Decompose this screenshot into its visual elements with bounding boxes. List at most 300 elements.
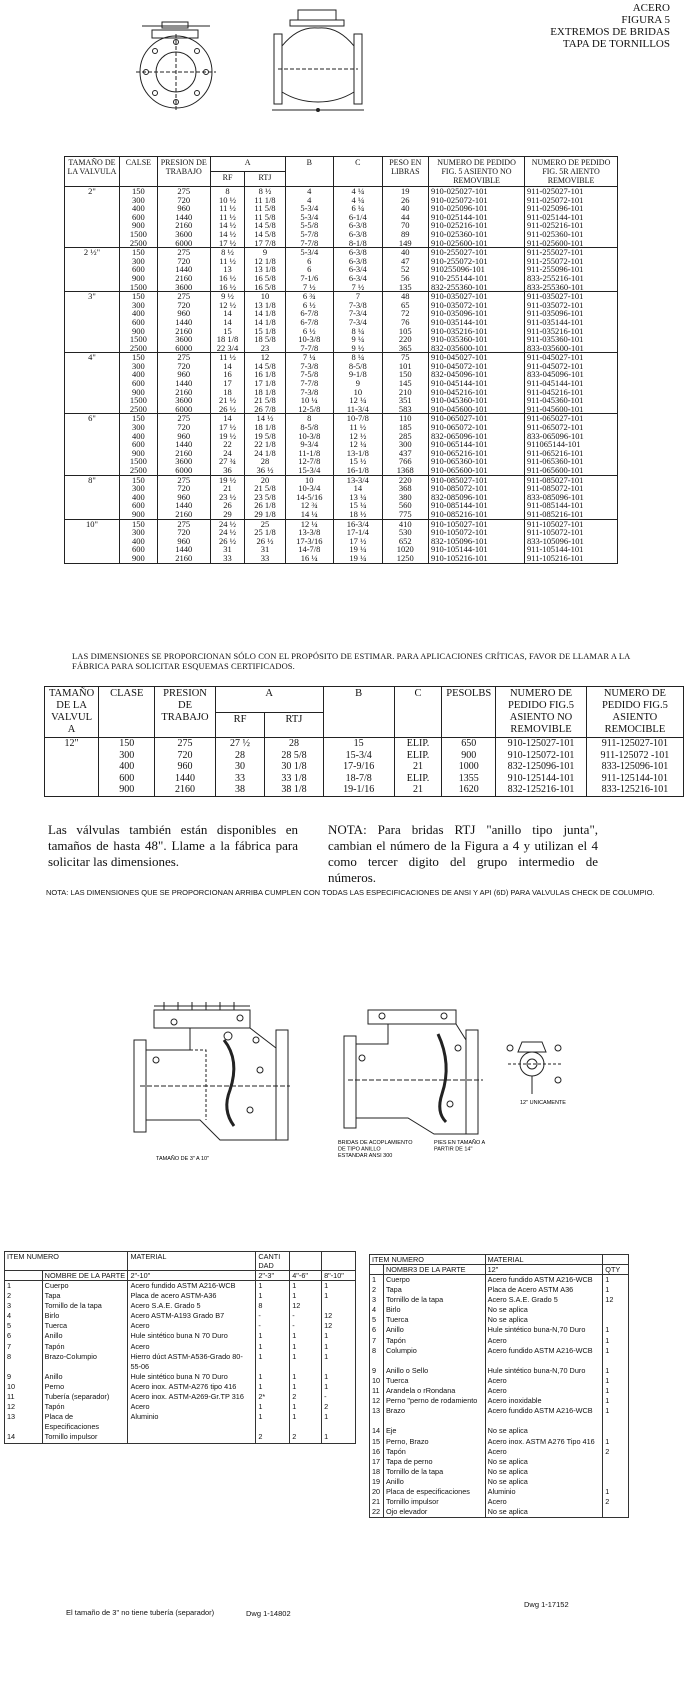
list-value: Tapa de perno: [385, 1456, 433, 1466]
rtj-value: 14 1/8: [254, 308, 276, 319]
rf-value: 14 ½: [219, 220, 237, 231]
list-value: [292, 1422, 319, 1432]
pt2-item-numbers: [370, 1275, 384, 1518]
b-value: 5-7/8: [300, 228, 319, 239]
rtj-value: 28: [260, 456, 270, 467]
c-cell: [334, 519, 383, 563]
caption-line: BRIDAS DE ACOPLAMIENTO: [338, 1140, 413, 1146]
ped1-value: 832-255360-101: [431, 281, 488, 292]
list-value: 1: [324, 1281, 329, 1290]
t2-ped2-cell: 911-125072 -101: [586, 750, 683, 762]
ped2-value: 911-035096-101: [527, 308, 584, 319]
rf-cell: [210, 248, 245, 292]
list-value: 14: [372, 1426, 381, 1436]
rtj-value: 26 ½: [256, 535, 274, 546]
list-value: Hule sintético buna N 70 Duro: [130, 1371, 228, 1381]
header-material: ACERO: [632, 2, 670, 14]
b-cell: [285, 248, 334, 292]
list-value: 1: [292, 1381, 297, 1391]
col-header-pressure: PRESION DE TRABAJO: [157, 157, 210, 187]
col-header-class: CALSE: [119, 157, 157, 187]
clase-cell: [119, 292, 157, 353]
ped1-value: 832-085096-101: [431, 491, 488, 502]
clase-value: 600: [131, 500, 145, 511]
peso-value: 210: [398, 386, 412, 397]
c-value: 10-7/8: [346, 413, 369, 424]
list-value: 1: [324, 1432, 329, 1442]
b-value: 11-1/8: [298, 447, 321, 458]
c-value: 6-3/4: [348, 264, 367, 275]
rtj-value: 14 5/8: [254, 360, 276, 371]
header-figure: FIGURA 5: [621, 14, 670, 26]
rf-value: 24: [223, 447, 232, 458]
list-value: Placa de acero ASTM-A36: [130, 1291, 217, 1301]
clase-value: 2500: [129, 465, 147, 475]
clase-value: 150: [131, 518, 145, 529]
presion-value: 275: [177, 291, 191, 302]
b-value: 5-3/4: [300, 247, 319, 258]
ped1-value: 910-065072-101: [431, 422, 488, 433]
pt1-qty-8-10: [322, 1281, 356, 1444]
list-value: 1: [258, 1281, 263, 1290]
size-group-row: [65, 414, 618, 475]
ped2-value: 911-025216-101: [527, 220, 584, 231]
list-value: 11: [372, 1386, 380, 1396]
clase-value: 400: [131, 491, 145, 502]
clase-value: 400: [131, 369, 145, 380]
rf-value: 36: [223, 465, 232, 475]
ped2-value: 911-065360-101: [527, 456, 584, 467]
list-value: Columpio: [385, 1345, 417, 1355]
ped1-value: 910-085027-101: [431, 474, 488, 485]
list-value: 7: [372, 1335, 377, 1345]
clase-value: 150: [131, 352, 145, 363]
t2-ped1-cell: 832-125096-101: [496, 761, 587, 773]
c-value: 7-3/4: [348, 316, 367, 327]
list-value: Perno "perno de rodamiento: [385, 1396, 478, 1406]
col-header-weight: PESO EN LIBRAS: [382, 157, 428, 187]
list-value: Anillo: [385, 1325, 404, 1335]
b-value: 6-7/8: [300, 316, 319, 327]
rf-value: 26 ½: [219, 535, 237, 546]
presion-value: 2160: [175, 447, 193, 458]
list-value: 1: [605, 1275, 610, 1284]
ped2-value: 911-105144-101: [527, 544, 584, 555]
ped1-value: 832-065096-101: [431, 430, 488, 441]
c-value: 9 ½: [351, 342, 365, 353]
clase-value: 300: [131, 483, 145, 494]
list-value: 1: [292, 1371, 297, 1381]
list-value: Anillo o Sello: [385, 1365, 429, 1375]
list-value: Hule sintético buna-N,70 Duro: [487, 1325, 586, 1335]
list-value: 1: [258, 1351, 263, 1361]
peso-cell: [382, 353, 428, 414]
t2-header-a: A: [215, 687, 323, 713]
list-value: Tapón: [44, 1402, 65, 1412]
c-value: 11-3/4: [346, 403, 369, 414]
list-value: 12: [605, 1295, 614, 1305]
b-value: 6: [307, 264, 312, 275]
peso-value: 368: [398, 483, 412, 494]
peso-value: 220: [398, 334, 412, 345]
rtj-cell: [245, 475, 285, 519]
t2-clase-cell: 300: [99, 750, 155, 762]
rtj-value: 26 1/8: [254, 500, 276, 511]
b-value: 10 ¼: [300, 395, 318, 406]
ped1-value: 910-035027-101: [431, 291, 488, 302]
b-value: 16 ¼: [300, 552, 318, 563]
rtj-value: 17 7/8: [254, 237, 276, 248]
list-value: 1: [292, 1412, 297, 1422]
clase-value: 300: [131, 299, 145, 310]
rf-value: 24 ½: [219, 518, 237, 529]
ped1-value: 910-045072-101: [431, 360, 488, 371]
dimensions-table-12in-body: [45, 738, 684, 797]
rtj-value: 18 1/8: [254, 422, 276, 433]
list-value: [324, 1362, 353, 1372]
list-value: -: [258, 1311, 261, 1321]
rf-cell: [210, 292, 245, 353]
ped1-value: 910-105144-101: [431, 544, 488, 555]
presion-value: 275: [177, 186, 191, 196]
presion-value: 720: [177, 255, 191, 266]
rf-value: 29: [223, 508, 232, 519]
valve-section-drawing-12: [338, 1000, 488, 1176]
col-header-b: B: [285, 157, 334, 187]
peso-value: 19: [401, 186, 410, 196]
t2-header-weight: PESOLBS: [442, 687, 496, 738]
t2-clase-cell: 600: [99, 773, 155, 785]
list-value: 10: [7, 1381, 16, 1391]
list-value: Anillo: [385, 1476, 404, 1486]
ped1-value: 910-045360-101: [431, 395, 488, 406]
c-value: 12 ¼: [349, 395, 367, 406]
b-value: 8: [307, 413, 312, 424]
list-value: Birlo: [385, 1305, 401, 1315]
list-value: 1: [605, 1285, 610, 1295]
presion-value: 3600: [175, 281, 193, 292]
ped1-value: 910-025072-101: [431, 194, 488, 205]
parts2-drawing-number: Dwg 1-17152: [524, 1600, 569, 1609]
clase-value: 1500: [129, 228, 147, 239]
peso-value: 583: [398, 403, 412, 414]
ped2-value: 911-085216-101: [527, 508, 584, 519]
list-value: Acero fundido ASTM A216-WCB: [487, 1275, 593, 1284]
ped1-value: 910-255027-101: [431, 247, 488, 258]
ped1-value: 910-035360-101: [431, 334, 488, 345]
clase-value: 400: [131, 430, 145, 441]
parts-table-12: [369, 1254, 629, 1518]
rtj-value: 29 1/8: [254, 508, 276, 519]
parts-table-2-10: [4, 1251, 356, 1444]
peso-value: 1368: [396, 465, 414, 475]
ped1-value: 910-045027-101: [431, 352, 488, 363]
rtj-value: 13 1/8: [254, 264, 276, 275]
clase-value: 400: [131, 308, 145, 319]
c-value: 19 ¼: [349, 552, 367, 563]
presion-value: 960: [177, 203, 191, 214]
list-value: 21: [372, 1497, 381, 1507]
peso-value: 135: [398, 281, 412, 292]
ped2-cell: [525, 353, 618, 414]
size-group-row: [65, 292, 618, 353]
t2-presion-cell: 275: [155, 738, 215, 750]
rtj-value: 11 5/8: [254, 203, 276, 214]
list-value: 2: [7, 1291, 12, 1301]
ped1-value: 910-025096-101: [431, 203, 488, 214]
peso-cell: [382, 414, 428, 475]
c-value: 11 ½: [349, 422, 367, 433]
clase-value: 400: [131, 203, 145, 214]
rf-value: 16 ½: [219, 281, 237, 292]
col-header-a: A: [210, 157, 285, 172]
rtj-value: 22 1/8: [254, 439, 276, 450]
presion-value: 2160: [175, 386, 193, 397]
ped1-value: 910-085072-101: [431, 483, 488, 494]
list-value: 1: [258, 1341, 263, 1351]
presion-value: 960: [177, 369, 191, 380]
list-value: 1: [605, 1345, 610, 1355]
t2-rtj-cell: 28 5/8: [265, 750, 323, 762]
t2-c-cell: ELIP.: [394, 738, 441, 750]
ped2-value: 911-045144-101: [527, 378, 584, 389]
size-group-row: [65, 519, 618, 563]
t2-rf-cell: 28: [215, 750, 265, 762]
list-value: Birlo: [44, 1311, 60, 1321]
presion-value: 3600: [175, 228, 193, 239]
peso-value: 44: [401, 211, 410, 222]
rf-cell: [210, 353, 245, 414]
presion-cell: [157, 292, 210, 353]
pt1-header-name: NOMBRE DE LA PARTE: [42, 1271, 128, 1281]
rtj-value: 20: [260, 474, 270, 485]
col-header-order-fixed: NUMERO DE PEDIDO FIG. 5 ASIENTO NO REMOVIBLE: [429, 157, 525, 187]
list-value: 4: [7, 1311, 12, 1321]
ped1-cell: [429, 353, 525, 414]
list-value: Tapa: [44, 1291, 61, 1301]
clase-value: 300: [131, 255, 145, 266]
c-value: 12 ½: [349, 430, 367, 441]
list-value: Cuerpo: [44, 1281, 69, 1290]
list-value: No se aplica: [487, 1507, 528, 1517]
c-value: 9 ¼: [351, 334, 365, 345]
ped1-value: 910-025360-101: [431, 228, 488, 239]
col-header-rf: RF: [210, 172, 245, 187]
rf-value: 33: [223, 552, 232, 563]
t2-rtj-cell: 28: [265, 738, 323, 750]
pt1-materials: [128, 1281, 256, 1444]
ped2-value: 911-025096-101: [527, 203, 584, 214]
b-value: 8-5/8: [300, 422, 319, 433]
ped1-value: 910-255144-101: [431, 272, 488, 283]
rf-value: 8: [225, 186, 230, 196]
clase-cell: [119, 248, 157, 292]
rtj-value: 16 5/8: [254, 272, 276, 283]
rf-value: 11 ½: [219, 352, 236, 363]
t2-peso-cell: 1355: [442, 773, 496, 785]
list-value: 12: [372, 1396, 381, 1406]
size-cell: 2": [65, 187, 120, 248]
list-value: -: [324, 1392, 327, 1402]
presion-cell: [157, 187, 210, 248]
c-value: 6-3/8: [348, 228, 367, 239]
peso-value: 56: [401, 272, 410, 283]
list-value: Tapón: [385, 1335, 406, 1345]
list-value: 4: [372, 1305, 377, 1315]
peso-value: 437: [398, 447, 412, 458]
c-value: 17-1/4: [346, 527, 369, 538]
list-value: Aluminio: [487, 1486, 516, 1496]
list-value: Tapón: [385, 1446, 406, 1456]
list-value: 9: [7, 1371, 12, 1381]
list-value: 11: [7, 1392, 15, 1402]
c-value: 15 ¼: [349, 500, 367, 511]
ped1-cell: [429, 519, 525, 563]
list-value: Tornillo de la tapa: [385, 1295, 444, 1305]
presion-cell: [157, 475, 210, 519]
list-value: Acero: [487, 1386, 507, 1396]
presion-value: 960: [177, 308, 191, 319]
caption-line: ESTANDAR ANSI 300: [338, 1153, 393, 1159]
ped2-value: 911-035144-101: [527, 316, 584, 327]
peso-value: 351: [398, 395, 412, 406]
ped2-value: 911-035072-101: [527, 299, 584, 310]
ped1-value: 910-105027-101: [431, 518, 488, 529]
rf-value: 14: [223, 360, 232, 371]
ped2-value: 911-255072-101: [527, 255, 584, 266]
t2-row: [45, 784, 684, 796]
peso-value: 775: [398, 508, 412, 519]
presion-value: 960: [177, 535, 191, 546]
list-value: Arandela o rRondana: [385, 1386, 456, 1396]
t2-ped2-cell: 911-125027-101: [586, 738, 683, 750]
rtj-value: 14 5/8: [254, 220, 276, 231]
ped1-value: 832-105096-101: [431, 535, 488, 546]
rtj-value: 16 1/8: [254, 369, 276, 380]
t2-header-order-removable: NUMERO DE PEDIDO FIG.5 ASIENTO REMOCIBLE: [586, 687, 683, 738]
c-value: 6 ¼: [351, 203, 365, 214]
list-value: 1: [605, 1486, 610, 1496]
presion-value: 720: [177, 527, 191, 538]
rf-value: 15: [223, 325, 232, 336]
rf-value: 18 1/8: [216, 334, 239, 345]
b-value: 7-7/8: [300, 237, 319, 248]
list-value: [605, 1416, 626, 1426]
pt2-header-material: MATERIAL: [485, 1255, 603, 1265]
list-value: 8: [372, 1345, 377, 1355]
parts1-footnote: El tamaño de 3" no tiene tubería (separador): [66, 1608, 215, 1617]
ansi-api-note: NOTA: LAS DIMENSIONES QUE SE PROPORCIONAN ARRIBA CUMPLEN CON TODAS LAS ESPECIFICACIONES DE ANSI Y API (6D) PARA VALVULAS CHECK DE COLUMPIO.: [46, 888, 655, 897]
peso-value: 110: [399, 413, 412, 424]
presion-value: 1440: [175, 211, 193, 222]
peso-value: 40: [401, 247, 410, 258]
t2-size-cell: [45, 773, 99, 785]
list-value: Tuerca: [385, 1375, 409, 1385]
rf-value: 18: [223, 386, 232, 397]
t2-size-cell: [45, 761, 99, 773]
size-group-row: [65, 248, 618, 292]
peso-value: 40: [401, 203, 410, 214]
list-value: Hule sintético buna N 70 Duro: [130, 1331, 228, 1341]
rtj-cell: [245, 353, 285, 414]
rf-value: 17: [223, 378, 232, 389]
clase-value: 1500: [129, 281, 147, 292]
list-value: 1: [292, 1402, 297, 1412]
ped2-cell: [525, 475, 618, 519]
size-cell: 3": [65, 292, 120, 353]
pt1-header-item: ITEM NUMERO: [5, 1252, 128, 1271]
list-value: Placa de especificaciones: [385, 1486, 470, 1496]
list-value: [372, 1416, 381, 1426]
list-value: Brazo: [385, 1406, 405, 1416]
b-cell: [285, 187, 334, 248]
rf-value: 17 ½: [219, 422, 237, 433]
presion-value: 1440: [175, 378, 193, 389]
b-value: 7 ¼: [302, 352, 316, 363]
list-value: Acero: [487, 1335, 507, 1345]
rf-value: 21 ½: [219, 395, 237, 406]
list-value: 2: [372, 1285, 377, 1295]
list-value: 8: [7, 1351, 12, 1361]
c-value: 4 ¼: [351, 186, 365, 196]
presion-value: 6000: [175, 237, 193, 248]
c-value: 13-3/4: [346, 474, 369, 485]
pt2-header-item: ITEM NUMERO: [370, 1255, 486, 1265]
t2-row: [45, 773, 684, 785]
clase-cell: [119, 475, 157, 519]
ped1-cell: [429, 187, 525, 248]
ped1-value: 910-025216-101: [431, 220, 488, 231]
ped2-value: 911-035027-101: [527, 291, 584, 302]
ped1-value: 910-045144-101: [431, 378, 488, 389]
b-value: 15-3/4: [298, 465, 321, 475]
c-value: 6-3/8: [348, 255, 367, 266]
list-value: 6: [372, 1325, 377, 1335]
list-value: Especificaciones: [44, 1422, 100, 1432]
rtj-value: 15 1/8: [254, 325, 276, 336]
list-value: Acero inox. ASTM A276 Tipo 416: [487, 1436, 595, 1446]
ped1-value: 910-065027-101: [431, 413, 488, 424]
peso-value: 47: [401, 255, 410, 266]
list-value: 1: [324, 1381, 329, 1391]
list-value: 3: [372, 1295, 377, 1305]
list-value: 12: [292, 1301, 301, 1311]
c-value: 16-1/8: [346, 465, 369, 475]
t2-header-rtj: RTJ: [265, 712, 323, 738]
peso-value: 220: [398, 474, 412, 485]
drawing-caption-sizes: TAMAÑO DE 3" A 10": [156, 1156, 210, 1162]
c-value: 15 ½: [349, 456, 367, 467]
t2-presion-cell: 2160: [155, 784, 215, 796]
rf-value: 21: [223, 483, 232, 494]
peso-value: 48: [401, 291, 410, 302]
ped1-value: 910-035096-101: [431, 308, 488, 319]
t2-header-class: CLASE: [99, 687, 155, 738]
list-value: Tornillo de la tapa: [385, 1466, 444, 1476]
list-value: 5: [7, 1321, 12, 1331]
presion-value: 2160: [175, 552, 193, 563]
list-value: 1: [258, 1291, 263, 1301]
c-value: 4 ¼: [351, 194, 365, 205]
list-value: Tapón: [44, 1341, 65, 1351]
c-value: 7-3/8: [348, 299, 367, 310]
ped2-value: 911-105072-101: [527, 527, 584, 538]
pt1-part-names: [42, 1281, 128, 1444]
peso-cell: [382, 519, 428, 563]
list-value: Ojo elevador: [385, 1507, 428, 1517]
presion-value: 6000: [175, 465, 193, 475]
clase-value: 900: [131, 386, 145, 397]
